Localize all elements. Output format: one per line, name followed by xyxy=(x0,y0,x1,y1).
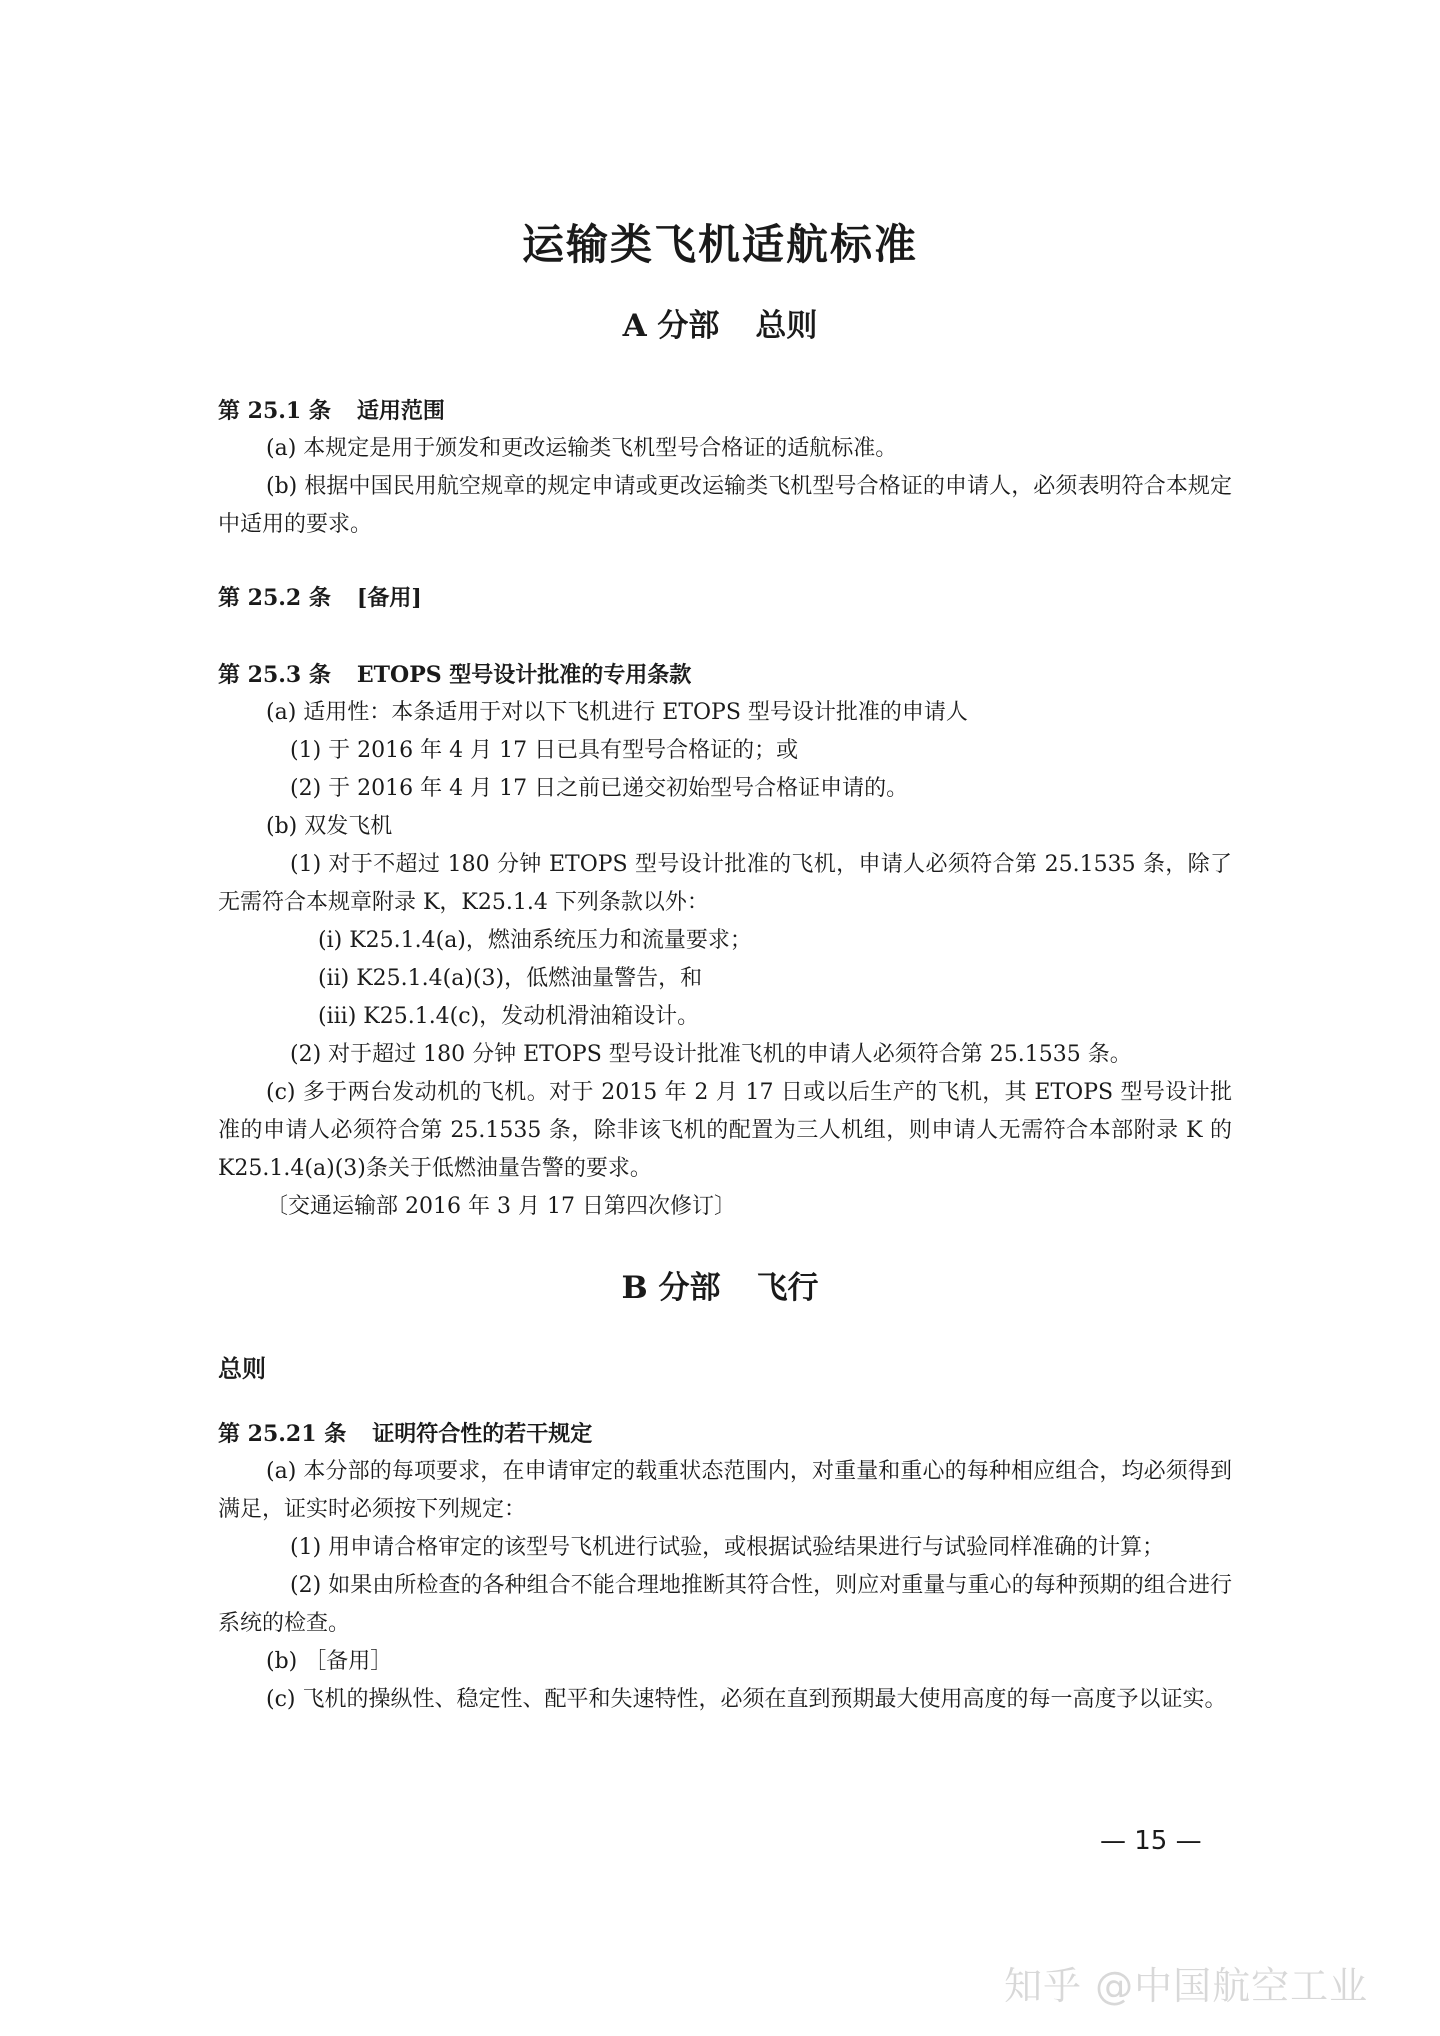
section-number: 第 25.21 条 xyxy=(218,1421,347,1447)
section-title: 适用范围 xyxy=(356,398,445,424)
section-heading xyxy=(218,579,1232,617)
clause-a: (a) 适用性：本条适用于对以下飞机进行 ETOPS 型号设计批准的申请人 xyxy=(266,700,968,725)
clause-a: (a) 本分部的每项要求，在申请审定的载重状态范围内，对重量和重心的每种相应组合，均必须得到满足，证实时必须按下列规定： xyxy=(218,1459,1232,1522)
section-title: [备用] xyxy=(356,585,422,611)
clause-b-1-ii: (ii) K25.1.4(a)(3)，低燃油量警告，和 xyxy=(318,966,703,991)
clause-a-2: (2) 于 2016 年 4 月 17 日之前已递交初始型号合格证申请的。 xyxy=(290,776,909,801)
section-25-3 xyxy=(218,656,1232,1226)
section-25-1 xyxy=(218,392,1232,544)
clause-c: (c) 多于两台发动机的飞机。对于 2015 年 2 月 17 日或以后生产的飞机，其 ETOPS 型号设计批准的申请人必须符合第 25.1535 条，除非该飞机的配置为三人机组，则申请人无需符合本部附录 K 的 K25.1.4(a)(3)条关于低燃油量告警的要求。 xyxy=(218,1080,1232,1181)
clause-b-2: (2) 对于超过 180 分钟 ETOPS 型号设计批准飞机的申请人必须符合第 25.1535 条。 xyxy=(290,1042,1132,1067)
clause-b: (b) 根据中国民用航空规章的规定申请或更改运输类飞机型号合格证的申请人，必须表明符合本规定中适用的要求。 xyxy=(218,474,1232,537)
section-number: 第 25.1 条 xyxy=(218,398,331,424)
amendment-note: 〔交通运输部 2016 年 3 月 17 日第四次修订〕 xyxy=(266,1194,736,1219)
clause-b-1-iii: (iii) K25.1.4(c)，发动机滑油箱设计。 xyxy=(318,1004,700,1029)
clause-b-1-i: (i) K25.1.4(a)，燃油系统压力和流量要求； xyxy=(318,928,752,953)
clause-c: (c) 飞机的操纵性、稳定性、配平和失速特性，必须在直到预期最大使用高度的每一高度予以证实。 xyxy=(266,1687,1227,1712)
clause-b: (b) 双发飞机 xyxy=(266,814,393,839)
section-title: 证明符合性的若干规定 xyxy=(372,1421,593,1447)
clause-b: (b) ［备用］ xyxy=(266,1649,393,1674)
section-25-21 xyxy=(218,1415,1232,1719)
section-title: ETOPS 型号设计批准的专用条款 xyxy=(356,662,692,688)
clause-a-2: (2) 如果由所检查的各种组合不能合理地推断其符合性，则应对重量与重心的每种预期的组合进行系统的检查。 xyxy=(218,1573,1232,1636)
watermark: 知乎 @中国航空工业 xyxy=(1004,1964,1369,2008)
clause-a-1: (1) 于 2016 年 4 月 17 日已具有型号合格证的；或 xyxy=(290,738,799,763)
clause-b-1: (1) 对于不超过 180 分钟 ETOPS 型号设计批准的飞机，申请人必须符合第 25.1535 条，除了无需符合本规章附录 K，K25.1.4 下列条款以外： xyxy=(218,852,1232,915)
section-number: 第 25.2 条 xyxy=(218,585,331,611)
part-a-name: 总则 xyxy=(755,308,818,344)
part-b-name: 飞行 xyxy=(756,1270,819,1306)
section-number: 第 25.3 条 xyxy=(218,662,331,688)
section-heading xyxy=(218,392,1232,430)
general-heading: 总则 xyxy=(218,1354,266,1383)
part-b-heading xyxy=(0,1262,1440,1307)
section-heading xyxy=(218,1415,1232,1453)
part-a-heading xyxy=(0,300,1440,345)
part-a-label: A 分部 xyxy=(622,308,720,344)
part-b-label: B 分部 xyxy=(621,1270,721,1306)
general-heading-block xyxy=(218,1350,1232,1388)
clause-a: (a) 本规定是用于颁发和更改运输类飞机型号合格证的适航标准。 xyxy=(266,436,898,461)
section-heading xyxy=(218,656,1232,694)
clause-a-1: (1) 用申请合格审定的该型号飞机进行试验，或根据试验结果进行与试验同样准确的计算； xyxy=(290,1535,1165,1560)
section-25-2 xyxy=(218,579,1232,617)
page-number: — 15 — xyxy=(1100,1826,1202,1856)
document-title: 运输类飞机适航标准 xyxy=(521,220,918,269)
